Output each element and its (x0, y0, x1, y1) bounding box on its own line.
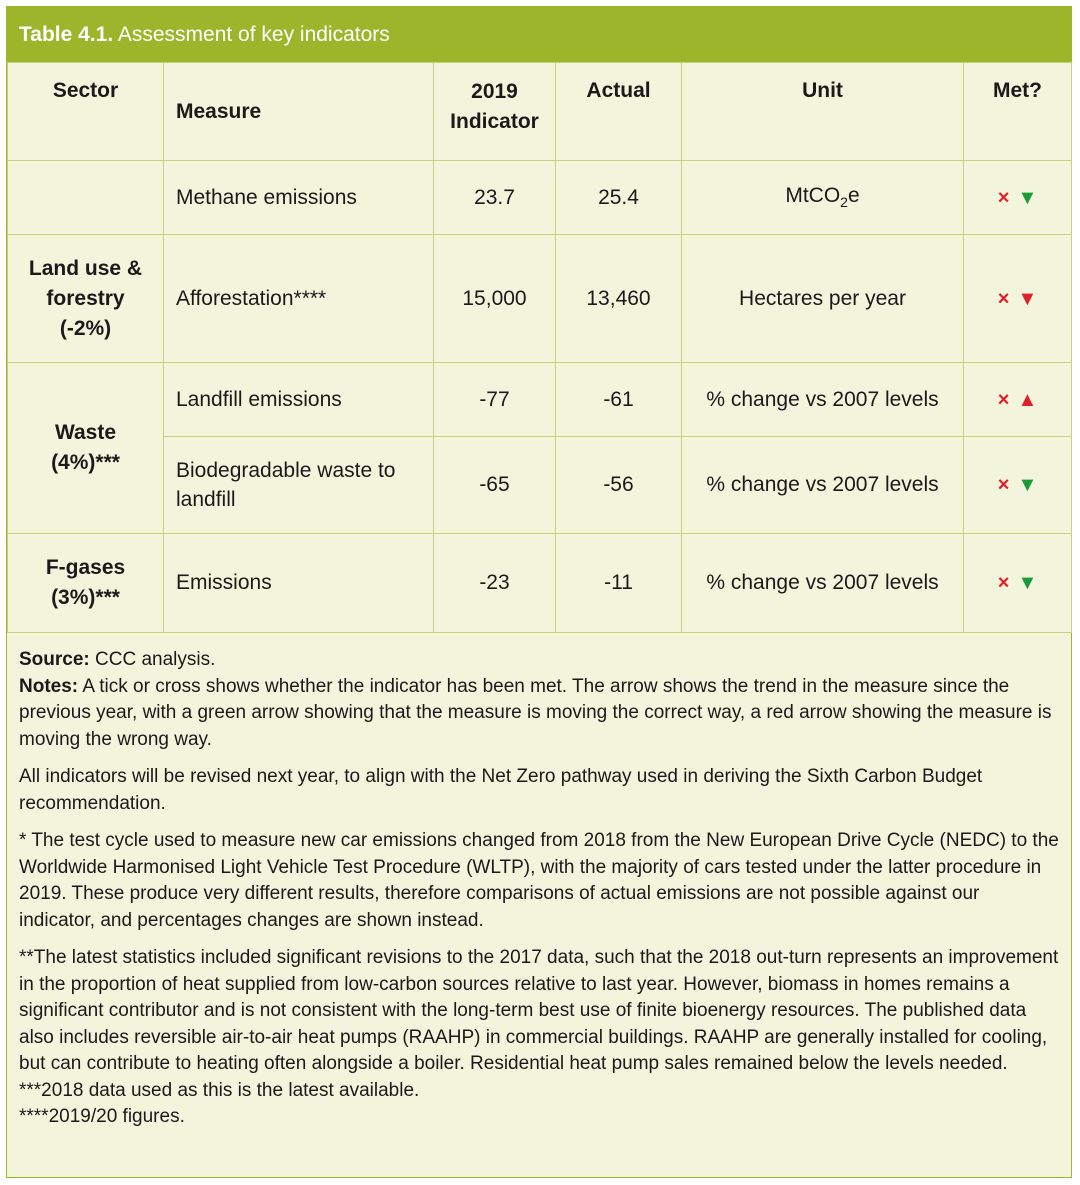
indicator-cell: -77 (434, 363, 556, 437)
measure-cell: Methane emissions (164, 161, 434, 235)
sector-cell: Land use & forestry (-2%) (8, 235, 164, 363)
arrow-down-green-icon: ▼ (1017, 186, 1038, 209)
arrow-down-green-icon: ▼ (1017, 572, 1038, 594)
actual-cell: -56 (556, 437, 682, 534)
arrow-down-green-icon: ▼ (1017, 474, 1038, 496)
table-row (8, 235, 1072, 363)
table-row (8, 363, 1072, 437)
measure-cell: Emissions (164, 534, 434, 633)
arrow-down-red-icon: ▼ (1017, 287, 1038, 310)
actual-cell: 25.4 (556, 161, 682, 235)
footnote-3: ***2018 data used as this is the latest available. (19, 1079, 420, 1101)
cross-icon: × (997, 388, 1010, 411)
met-cell (964, 437, 1072, 534)
indicator-cell: -65 (434, 437, 556, 534)
measure-cell: Afforestation**** (164, 235, 434, 363)
table-row (8, 534, 1072, 633)
met-cell (964, 161, 1072, 235)
indicator-cell: 15,000 (434, 235, 556, 363)
sector-cell: Waste (4%)*** (8, 363, 164, 534)
source-line: Source: CCC analysis. (19, 649, 216, 670)
cross-icon: × (997, 572, 1010, 594)
cross-icon: × (997, 287, 1010, 310)
indicator-cell: -23 (434, 534, 556, 633)
table-caption: Assessment of key indicators (113, 23, 390, 46)
notes-section (7, 633, 1071, 1131)
table-row (8, 437, 1072, 534)
footnote-4: ****2019/20 figures. (19, 1106, 185, 1127)
table-number: Table 4.1. (19, 23, 114, 46)
unit-cell: MtCO$_2$e (682, 161, 964, 235)
actual-cell: -61 (556, 363, 682, 437)
met-cell (964, 534, 1072, 633)
sector-cell (8, 161, 164, 235)
measure-cell: Biodegradable waste to landfill (164, 437, 434, 534)
header-row (8, 63, 1072, 161)
unit-cell: Hectares per year (682, 235, 964, 363)
footnote-2: **The latest statistics included significant revisions to the 2017 data, such that the 2018 out-turn represents an improvement in the proportion of heat supplied from low-carbon sources relative to last year. However, biomass in homes remains a significant contributor and is not consistent with the long-term best use of finite bioenergy resources. The published data also includes reversible air-to-air heat pumps (RAAHP) in commercial buildings. RAAHP are generally installed for cooling, but can contribute to heating often alongside a boiler. Residential heat pump sales remained below the levels needed. (19, 947, 1059, 1074)
table-frame (6, 6, 1072, 1178)
header-unit: Unit (682, 63, 964, 161)
revision-paragraph: All indicators will be revised next year, to align with the Net Zero pathway used in deriving the Sixth Carbon Budget recommendation. (19, 766, 983, 814)
cross-icon: × (997, 474, 1010, 496)
table-row (8, 161, 1072, 235)
cross-icon: × (997, 186, 1010, 209)
header-sector: Sector (8, 63, 164, 161)
indicators-table (7, 62, 1072, 633)
unit-cell: % change vs 2007 levels (682, 437, 964, 534)
header-met: Met? (964, 63, 1072, 161)
sector-cell: F-gases (3%)*** (8, 534, 164, 633)
met-cell (964, 363, 1072, 437)
header-measure: Measure (164, 63, 434, 161)
header-actual: Actual (556, 63, 682, 161)
arrow-up-red-icon: ▲ (1017, 388, 1038, 411)
actual-cell: 13,460 (556, 235, 682, 363)
notes-paragraph: Notes: A tick or cross shows whether the indicator has been met. The arrow shows the trend in the measure since the previous year, with a green arrow showing that the measure is moving the correct way, a red arrow showing the measure is moving the wrong way. (19, 675, 1052, 750)
unit-cell: % change vs 2007 levels (682, 363, 964, 437)
measure-cell: Landfill emissions (164, 363, 434, 437)
footnote-1: * The test cycle used to measure new car emissions changed from 2018 from the New European Drive Cycle (NEDC) to the Worldwide Harmonised Light Vehicle Test Procedure (WLTP), with the majority of cars tested under the latter procedure in 2019. These produce very different results, therefore comparisons of actual emissions are not possible against our indicator, and percentages changes are shown instead. (19, 830, 1059, 931)
actual-cell: -11 (556, 534, 682, 633)
unit-cell: % change vs 2007 levels (682, 534, 964, 633)
table-title (7, 7, 1071, 62)
header-indicator: 2019 Indicator (434, 63, 556, 161)
indicator-cell: 23.7 (434, 161, 556, 235)
met-cell (964, 235, 1072, 363)
